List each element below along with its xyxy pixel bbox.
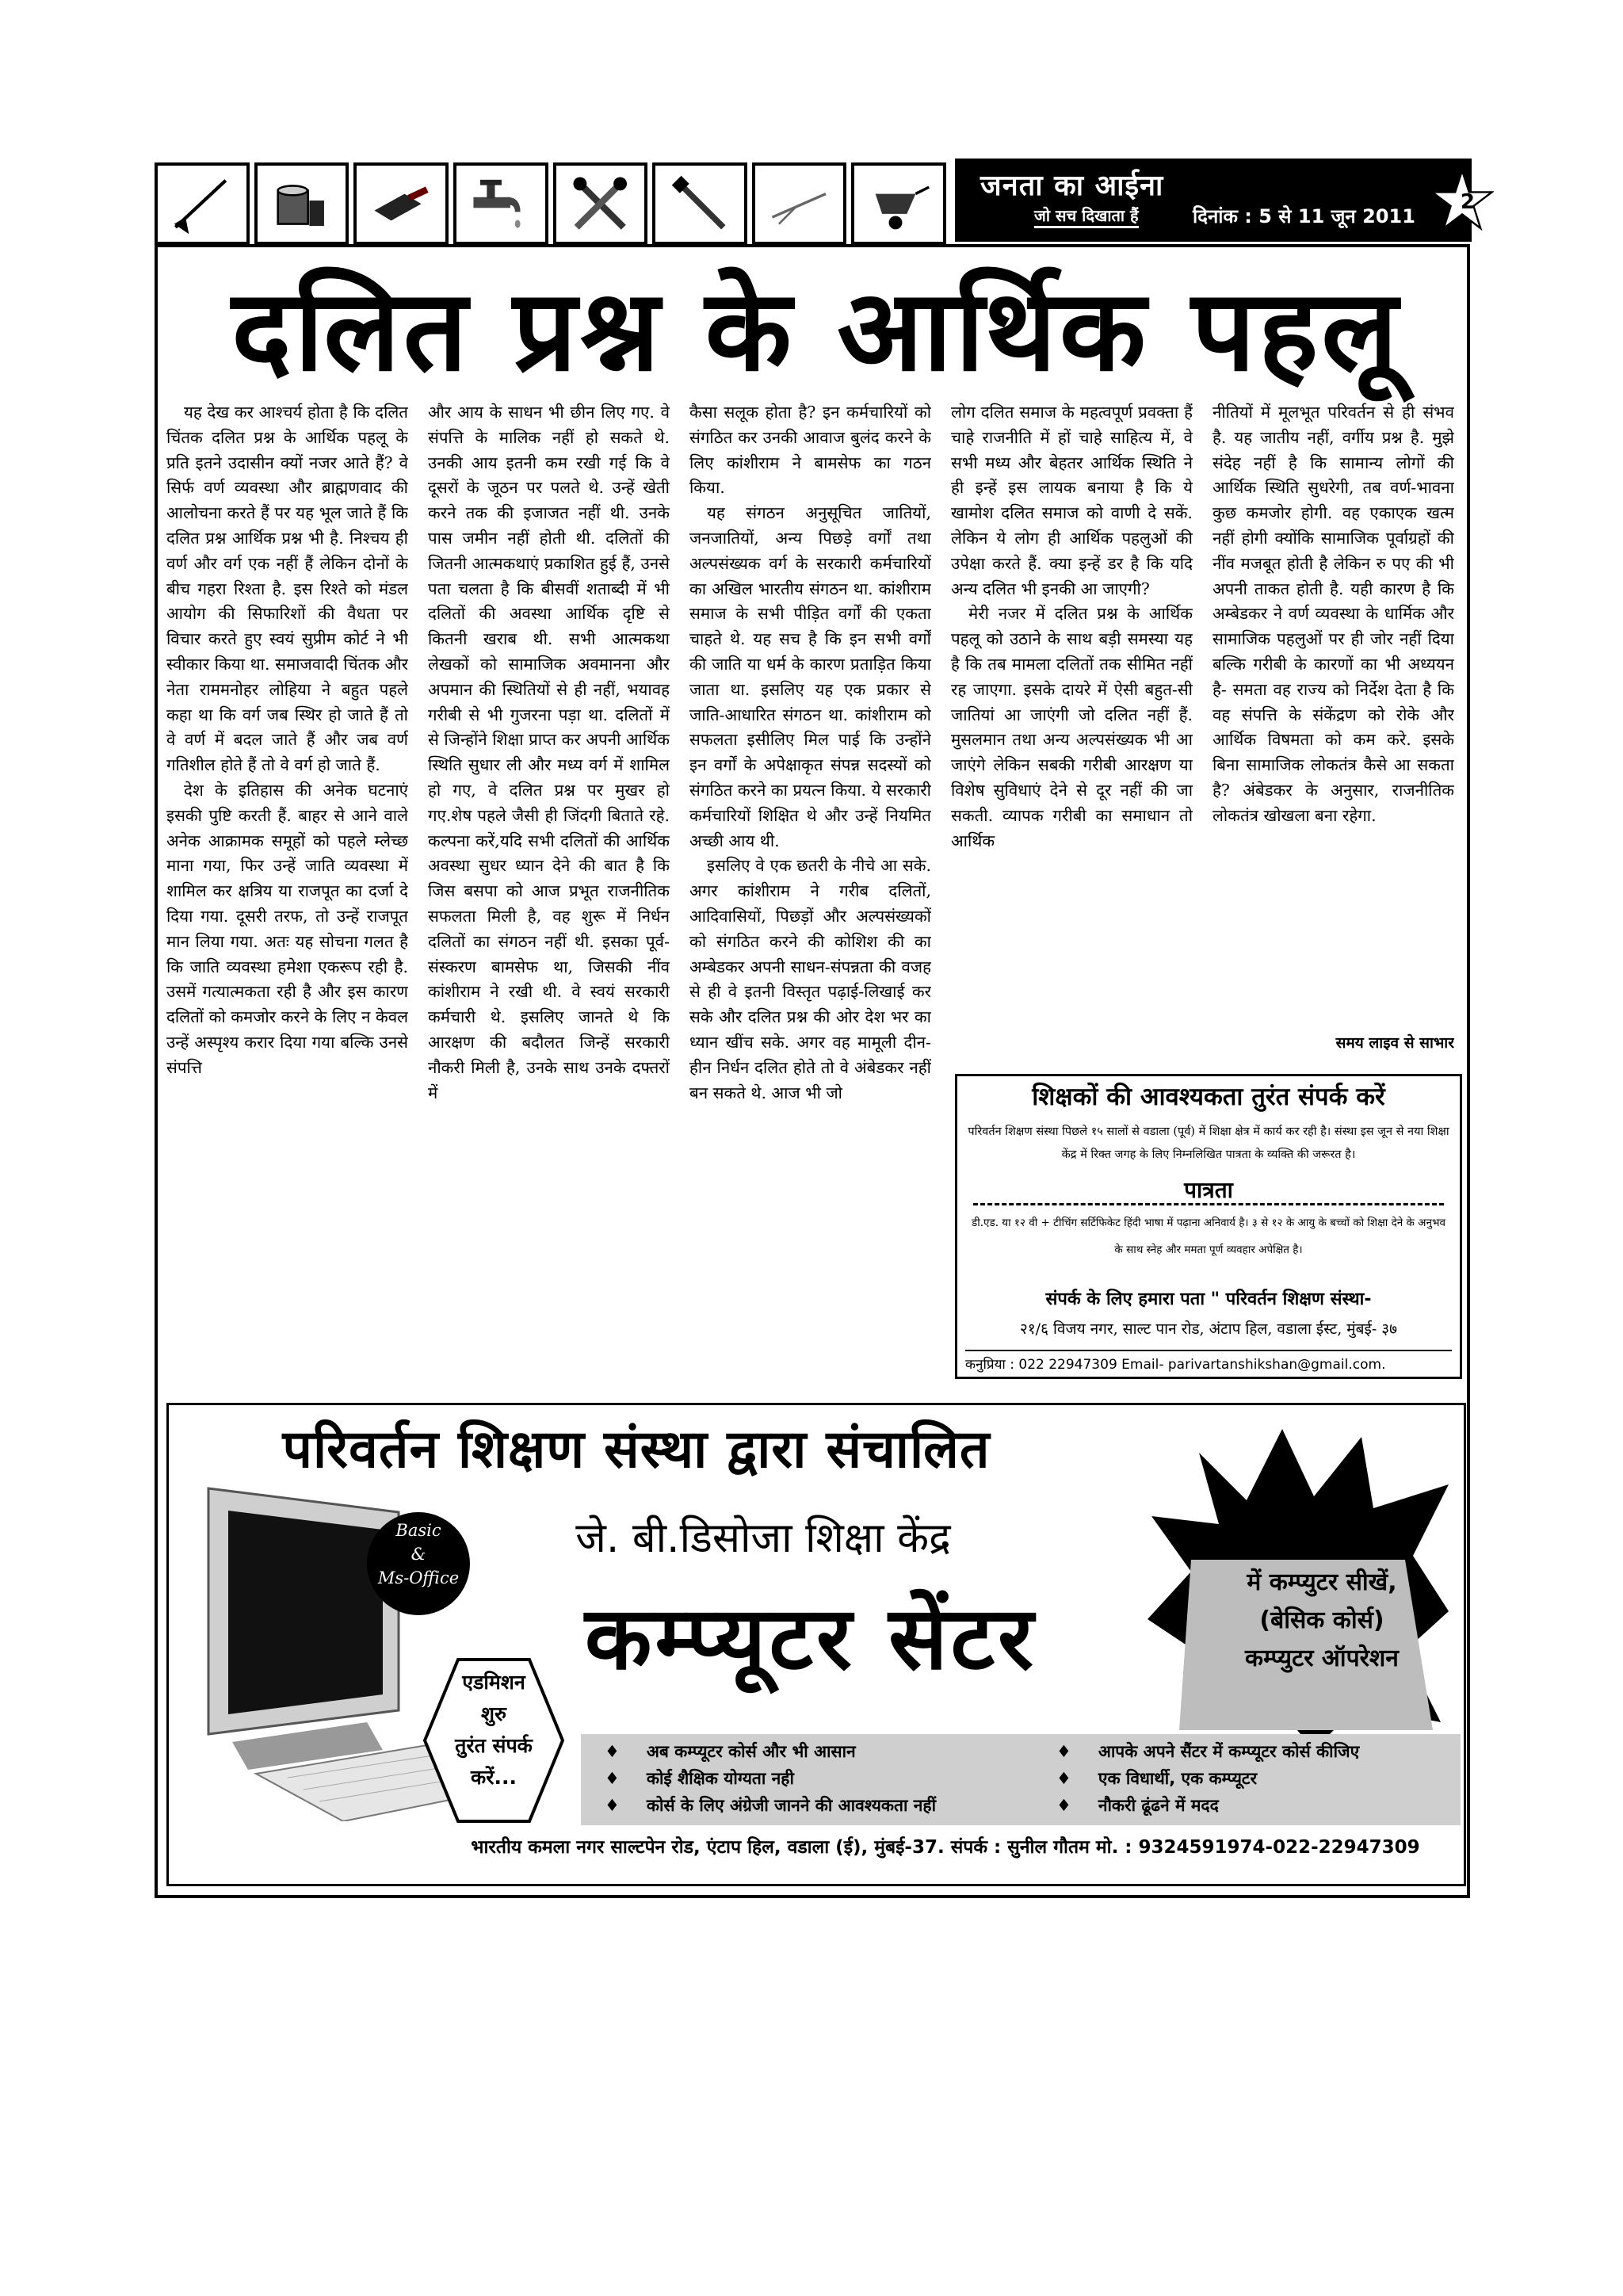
contact-row	[965, 1350, 1452, 1373]
page-number: 2	[1460, 190, 1475, 214]
course-price: 200 रुपये	[1249, 1516, 1403, 1559]
admission-line: शुरु	[481, 1702, 506, 1725]
computer-center-title: कम्प्यूटर सेंटर	[585, 1587, 1037, 1689]
price-details	[1191, 1564, 1453, 1678]
feature-item: ♦ अब कम्प्यूटर कोर्स और भी आसान	[605, 1740, 856, 1763]
trowel-icon	[353, 162, 449, 245]
course-badge	[367, 1512, 470, 1615]
vacancy-title: शिक्षकों की आवश्यकता तुरंत संपर्क करें	[1032, 1083, 1385, 1111]
feature-item: ♦ आपके अपने सैंटर में कम्प्यूटर कोर्स कीजिए	[1056, 1740, 1359, 1763]
badge-line: Ms-Office	[377, 1568, 460, 1587]
article-paragraph: यह संगठन अनुसूचित जातियों, जनजातियों, अन्य पिछड़े वर्गों तथा अल्पसंख्यक वर्ग के सरकारी कर्मचारियों का अखिल भारतीय संगठन था. कांशीराम समाज के सभी पीड़ित वर्गों की एकता चाहते थे. यह सच है कि इन सभी वर्गों की जाति या धर्म के कारण प्रताड़ित किया जाता था. इसलिए यह एक प्रकार से जाति-आधारित संगठन था. कांशीराम को सफलता इसीलिए मिल पाई कि उन्होंने इन वर्गों के अपेक्षाकृत संपन्न सदस्यों को संगठित करने का प्रयत्न किया. ये सरकारी कर्मचारियों शिक्षित थे और उन्हें नियमित अच्छी आय थी.	[689, 503, 931, 850]
source-credit: समय लाइव से साभार	[1335, 1034, 1454, 1052]
article-column	[428, 400, 670, 1387]
article-paragraph: नीतियों में मूलभूत परिवर्तन से ही संभव है. यह जातीय नहीं, वर्गीय प्रश्न है. मुझे संदेह नहीं है कि सामान्य लोगों की आर्थिक स्थिति सुधरेगी, तब वर्ण-भावना कुछ कमजोर होगी. वह एकाएक खत्म नहीं होगी क्योंकि सामाजिक पूर्वाग्रहों की नींव मजबूत होती है लेकिन रु पए की भी अपनी ताकत होती है. यही कारण है कि अम्बेडकर ने वर्ण व्यवस्था के धार्मिक और सामाजिक पहलुओं पर ही जोर नहीं दिया बल्कि गरीबी के कारणों का भी अध्ययन है- समता वह राज्य को निर्देश देता है कि वह संपत्ति के संकेंद्रण को रोके और आर्थिक विषमता को कम करे. इसके बिना सामाजिक लोकतंत्र कैसे आ सकता है? अंबेडकर के अनुसार, राजनीतिक लोकतंत्र खोखला बना रहेगा.	[1212, 403, 1454, 825]
center-name: जे. बी.डिसोजा शिक्षा केंद्र	[575, 1515, 951, 1562]
article-column	[951, 400, 1193, 1038]
price-detail-line: में कम्प्युटर सीखें,	[1247, 1568, 1397, 1596]
article-paragraph: देश के इतिहास की अनेक घटनाएं इसकी पुष्टि करती हैं. बाहर से आने वाले अनेक आक्रामक समूहों को पहले म्लेच्छ माना गया, फिर उन्हें जाति व्यवस्था में शामिल कर क्षत्रिय या राजपूत का दर्जा दे दिया गया. दूसरी तरफ, तो उन्हें राजपूत मान लिया गया. अतः यह सोचना गलत है कि जाति व्यवस्था हमेशा एकरूप रही है. उसमें गत्यात्मकता रही है और इस कारण दलितों को कमजोर करने के लिए न केवल उन्हें अस्पृश्य करार दिया गया बल्कि उनसे संपत्ति	[166, 780, 408, 1077]
tool-icon-strip	[155, 162, 951, 245]
article-paragraph: इसलिए वे एक छतरी के नीचे आ सके. अगर कांशीराम ने गरीब दलितों, आदिवासियों, पिछड़ों और अल्पसंख्यकों को संगठित करने की कोशिश की का अम्बेडकर अपनी साधन-संपन्नता की वजह से ही वे इतनी विस्तृत पढ़ाई-लिखाई कर सके और दलित प्रश्न की ओर देश भर का ध्यान खींच सके. अगर वह मामूली दीन-हीन निर्धन दलित होते तो वे अंबेडकर नहीं बन सकते थे. आज भी जो	[689, 856, 931, 1102]
feature-item: ♦ कोर्स के लिए अंग्रेजी जानने की आवश्यकता नहीं	[605, 1794, 936, 1817]
price-detail-line: (बेसिक कोर्स)	[1259, 1606, 1384, 1634]
admission-line: एडमिशन	[462, 1671, 525, 1694]
qualification-text: डी.एड. या १२ वी + टीचिंग सर्टिफिकेट हिंदी भाषा में पढ़ाना अनिवार्य है। ३ से १२ के आयु के बच्चों को शिक्षा देने के अनुभव के साथ स्नेह और ममता पूर्ण व्यवहार अपेक्षित है।	[972, 1217, 1445, 1256]
article-paragraph: यह देख कर आश्चर्य होता है कि दलित चिंतक दलित प्रश्न के आर्थिक पहलू के प्रति इतने उदासीन क्यों नजर आते हैं? वे सिर्फ वर्ण व्यवस्था और ब्राह्मणवाद की आलोचना करते हैं पर यह भूल जाते हैं कि दलित प्रश्न आर्थिक प्रश्न भी है. निश्चय ही वर्ण और वर्ग एक नहीं हैं लेकिन दोनों के बीच गहरा रिश्ता है. इस रिश्ते को मंडल आयोग की सिफारिशों की वैधता पर विचार करते हुए स्वयं सुप्रीम कोर्ट ने भी स्वीकार किया था. समाजवादी चिंतक और नेता राममनोहर लोहिया ने बहुत पहले कहा था कि वर्ग जब स्थिर हो जाते हैं तो वे वर्ण में बदल जाते हैं और जब वर्ण गतिशील होते हैं तो वे वर्ग हो जाते हैं.	[166, 403, 408, 775]
paper-name: जनता का आईना	[980, 170, 1164, 202]
contact-heading: संपर्क के लिए हमारा पता " परिवर्तन शिक्षण संस्था-	[1045, 1289, 1372, 1309]
article-column	[1212, 400, 1454, 1066]
article-paragraph: लोग दलित समाज के महत्वपूर्ण प्रवक्ता हैं चाहे राजनीति में हों चाहे साहित्य में, वे सभी मध्य और बेहतर आर्थिक स्थिति ने ही इन्हें इस लायक बनाया है कि ये खामोश दलित समाज को वाणी दे सकें. लेकिन ये लोग ही आर्थिक पहलुओं की उपेक्षा करते हैं. क्या इन्हें डर है कि यदि अन्य दलित भी इनकी आ जाएगी?	[951, 403, 1193, 598]
masthead	[955, 159, 1475, 242]
dashed-divider	[973, 1203, 1444, 1205]
computer-center-advertisement	[166, 1403, 1466, 1886]
article-paragraph: मेरी नजर में दलित प्रश्न के आर्थिक पहलू को उठाने के साथ बड़ी समस्या यह है कि तब मामला दलितों तक सीमित नहीं रह जाएगा. इसके दायरे में ऐसी बहुत-सी जातियां आ जाएंगी जो दलित नहीं हैं. मुसलमान तथा अन्य अल्पसंख्यक भी आ जाएंगे लेकिन सबकी गरीबी आरक्षण या विशेष सुविधाएं देने से दूर नहीं की जा सकती. व्यापक गरीबी का समाधान तो आर्थिक	[951, 604, 1193, 850]
article-paragraph: और आय के साधन भी छीन लिए गए. वे संपत्ति के मालिक नहीं हो सकते थे. उनकी आय इतनी कम रखी गई कि वे दूसरों के जूठन पर पलते थे. उन्हें खेती करने तक की इजाजत नहीं थी. उनके पास जमीन नहीं होती थी. दलितों की जितनी आत्मकथाएं प्रकाशित हुई हैं, उनसे पता चलता है कि बीसवीं शताब्दी में भी दलितों की अवस्था आर्थिक दृष्टि से कितनी खराब थी. सभी आत्मकथा लेखकों को सामाजिक अवमानना और अपमान की स्थितियों से ही नहीं, भयावह गरीबी से भी गुजरना पड़ा था. दलितों में से जिन्होंने शिक्षा प्राप्त कर अपनी आर्थिक स्थिति सुधार ली और मध्य वर्ग में शामिल हो गए, वे दलित प्रश्न पर मुखर हो गए.शेष पहले जैसी ही जिंदगी बिताते रहे. कल्पना करें,यदि सभी दलितों की आर्थिक अवस्था सुधर ध्यान देने की बात है कि जिस बसपा को आज प्रभूत राजनीतिक सफलता मिली है, वह शुरू में निर्धन दलितों का संगठन नहीं थी. इसका पूर्व-संस्करण बामसेफ था, जिसकी नींव कांशीराम ने रखी थी. वे स्वयं सरकारी कर्मचारी थे. इसलिए जानते थे कि आरक्षण की बदौलत जिन्हें सरकारी नौकरी मिली है, उनके साथ उनके दफ्तरों में	[428, 403, 670, 1102]
contact-person: कनुप्रिया :	[965, 1357, 1014, 1373]
rake-icon	[752, 162, 847, 245]
teacher-vacancy-box	[955, 1074, 1462, 1379]
ad-address: भारतीय कमला नगर साल्टपेन रोड, एंटाप हिल, वडाला (ई), मुंबई-37. संपर्क : सुनील गौतम मो. : 9324591974-022-22947309	[471, 1837, 1420, 1858]
wrench-icon	[652, 162, 747, 245]
contact-phone: 022 22947309	[1018, 1357, 1117, 1373]
hoe-icon	[155, 162, 250, 245]
admission-notice	[434, 1667, 553, 1794]
water-tap-icon	[453, 162, 548, 245]
article-paragraph: कैसा सलूक होता है? इन कर्मचारियों को संगठित कर उनकी आवाज बुलंद करने के लिए कांशीराम ने बामसेफ का गठन किया.	[689, 403, 931, 498]
wheelbarrow-icon	[851, 162, 946, 245]
tagline: जो सच दिखाता हैं	[1034, 204, 1139, 228]
article-column	[689, 400, 931, 1387]
qualification-heading: पात्रता	[1184, 1177, 1233, 1203]
feature-item: ♦ एक विधार्थी, एक कम्प्यूटर	[1056, 1767, 1257, 1790]
badge-line: &	[411, 1545, 426, 1564]
feature-item: ♦ नौकरी ढूंढने में मदद	[1056, 1794, 1219, 1817]
badge-line: Basic	[395, 1521, 441, 1540]
contact-email: Email- parivartanshikshan@gmail.com.	[1121, 1357, 1386, 1373]
crossed-tools-icon	[553, 162, 648, 245]
feature-item: ♦ कोई शैक्षिक योग्यता नही	[605, 1767, 794, 1790]
ad-headline: परिवर्तन शिक्षण संस्था द्वारा संचालित	[282, 1419, 991, 1480]
contact-address: २१/६ विजय नगर, साल्ट पान रोड, अंटाप हिल, वडाला ईस्ट, मुंबई- ३७	[1019, 1320, 1398, 1338]
feature-list	[581, 1734, 1461, 1825]
admission-line: तुरंत संपर्क	[455, 1734, 533, 1757]
vacancy-description: परिवर्तन शिक्षण संस्था पिछले १५ सालों से वडाला (पूर्व) में शिक्षा क्षेत्र में कार्य कर रही है। संस्था इस जून से नया शिक्षा केंद्र में रिक्त जगह के लिए निम्नलिखित पात्रता के व्यक्ति की जरूरत है।	[968, 1125, 1449, 1161]
article-headline: दलित प्रश्न के आर्थिक पहलू	[231, 266, 1401, 396]
admission-line: करें...	[471, 1766, 517, 1789]
article-column	[166, 400, 408, 1387]
issue-date: दिनांक : 5 से 11 जून 2011	[1193, 205, 1415, 227]
paint-bucket-icon	[254, 162, 349, 245]
price-detail-line: कम्प्युटर ऑपरेशन	[1245, 1645, 1399, 1672]
